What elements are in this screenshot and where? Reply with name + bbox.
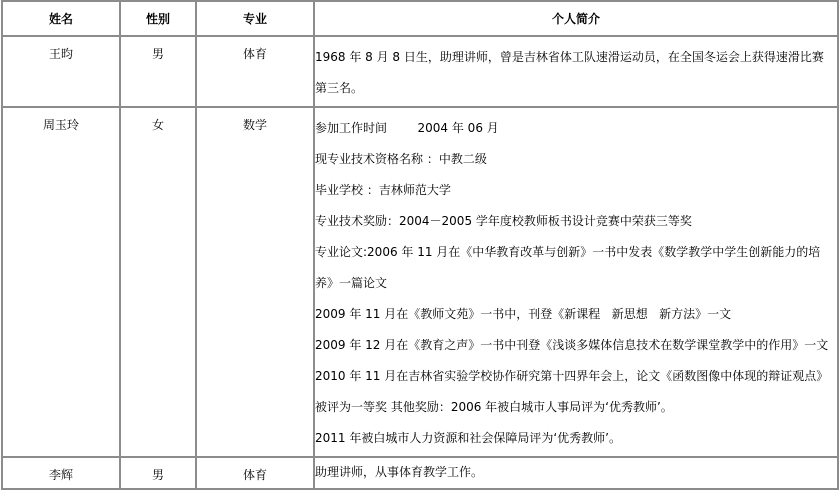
cell-major: 体育 bbox=[196, 36, 314, 107]
cell-name: 王昀 bbox=[2, 36, 120, 107]
bio-line: 专业论文:2006 年 11 月在《中华教育改革与创新》一书中发表《数学教学中学生创新能力的培养》一篇论文 bbox=[315, 245, 821, 290]
bio-line: 专业技术奖励：2004－2005 学年度校教师板书设计竞赛中荣获三等奖 bbox=[315, 214, 692, 228]
cell-bio bbox=[314, 457, 838, 489]
cell-gender: 女 bbox=[120, 107, 196, 457]
bio-line: 2009 年 12 月在《教育之声》一书中刊登《浅谈多媒体信息技术在数学课堂教学中的作用》一文 bbox=[315, 338, 829, 352]
cell-gender: 男 bbox=[120, 457, 196, 489]
cell-major: 数学 bbox=[196, 107, 314, 457]
header-major: 专业 bbox=[196, 1, 314, 36]
bio-line: 1968 年 8 月 8 日生，助理讲师，曾是吉林省体工队速滑运动员，在全国冬运会上获得速滑比赛第三名。 bbox=[315, 50, 824, 95]
bio-line: 2010 年 11 月在吉林省实验学校协作研究第十四界年会上，论文《函数图像中体现的辩证观点》被评为一等奖 其他奖励：2006 年被白城市人事局评为‘优秀教师’。 bbox=[315, 369, 829, 414]
cell-major: 体育 bbox=[196, 457, 314, 489]
header-row bbox=[2, 1, 838, 36]
bio-line: 2011 年被白城市人力资源和社会保障局评为‘优秀教师’。 bbox=[315, 431, 621, 445]
table-row bbox=[2, 107, 838, 457]
cell-bio bbox=[314, 107, 838, 457]
bio-line: 2009 年 11 月在《教师文苑》一书中，刊登《新课程 新思想 新方法》一文 bbox=[315, 307, 732, 321]
header-bio: 个人简介 bbox=[314, 1, 838, 36]
bio-line: 现专业技术资格名称 ：中教二级 bbox=[315, 152, 487, 166]
bio-line: 毕业学校 ：吉林师范大学 bbox=[315, 183, 451, 197]
table-row bbox=[2, 36, 838, 107]
teacher-profile-table bbox=[1, 0, 839, 490]
cell-name: 李辉 bbox=[2, 457, 120, 489]
table-row bbox=[2, 457, 838, 489]
cell-bio bbox=[314, 36, 838, 107]
cell-name: 周玉玲 bbox=[2, 107, 120, 457]
cell-gender: 男 bbox=[120, 36, 196, 107]
bio-line: 助理讲师，从事体育教学工作。 bbox=[315, 465, 484, 479]
bio-line: 参加工作时间 2004 年 06 月 bbox=[315, 121, 499, 135]
header-gender: 性别 bbox=[120, 1, 196, 36]
header-name: 姓名 bbox=[2, 1, 120, 36]
